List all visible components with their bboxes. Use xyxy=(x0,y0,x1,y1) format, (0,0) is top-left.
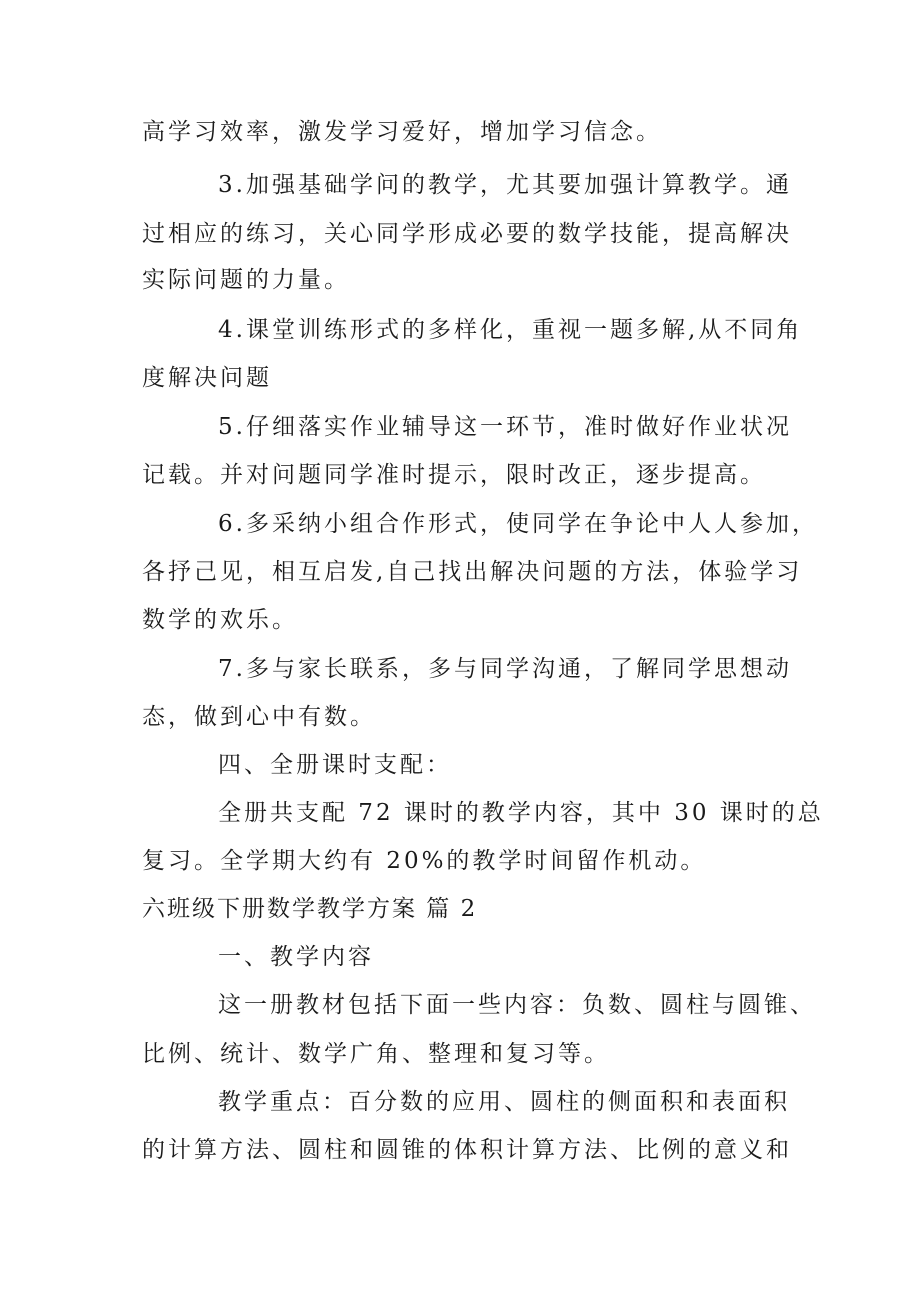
text-line: 的计算方法、圆柱和圆锥的体积计算方法、比例的意义和 xyxy=(142,1137,792,1163)
text-line: 实际问题的力量。 xyxy=(142,267,350,293)
text-line: 态，做到心中有数。 xyxy=(142,704,376,730)
document-title: 六班级下册数学教学方案 篇 2 xyxy=(142,896,478,922)
text-line: 过相应的练习，关心同学形成必要的数学技能，提高解决 xyxy=(142,221,792,247)
text-line: 5.仔细落实作业辅导这一环节，准时做好作业状况 xyxy=(218,414,792,440)
text-line: 6.多采纳小组合作形式，使同学在争论中人人参加， xyxy=(218,511,818,537)
text-line: 4.课堂训练形式的多样化，重视一题多解,从不同角 xyxy=(218,317,803,343)
text-line: 比例、统计、数学广角、整理和复习等。 xyxy=(142,1041,610,1067)
text-line: 教学重点：百分数的应用、圆柱的侧面积和表面积 xyxy=(218,1089,790,1115)
text-line: 度解决问题 xyxy=(142,365,272,391)
text-line: 各抒己见，相互启发,自己找出解决问题的方法，体验学习 xyxy=(142,559,803,585)
section-heading: 四、全册课时支配： xyxy=(218,752,452,778)
text-line: 这一册教材包括下面一些内容：负数、圆柱与圆锥、 xyxy=(218,992,816,1018)
text-line: 3.加强基础学问的教学，尤其要加强计算教学。通 xyxy=(218,172,792,198)
section-heading: 一、教学内容 xyxy=(218,944,374,970)
text-line: 记载。并对问题同学准时提示，限时改正，逐步提高。 xyxy=(142,462,766,488)
text-line: 复习。全学期大约有 20%的教学时间留作机动。 xyxy=(142,848,707,874)
text-line: 7.多与家长联系，多与同学沟通，了解同学思想动 xyxy=(218,656,792,682)
text-line: 高学习效率，激发学习爱好，增加学习信念。 xyxy=(142,119,662,145)
text-line: 全册共支配 72 课时的教学内容，其中 30 课时的总 xyxy=(218,800,824,826)
text-line: 数学的欢乐。 xyxy=(142,607,298,633)
